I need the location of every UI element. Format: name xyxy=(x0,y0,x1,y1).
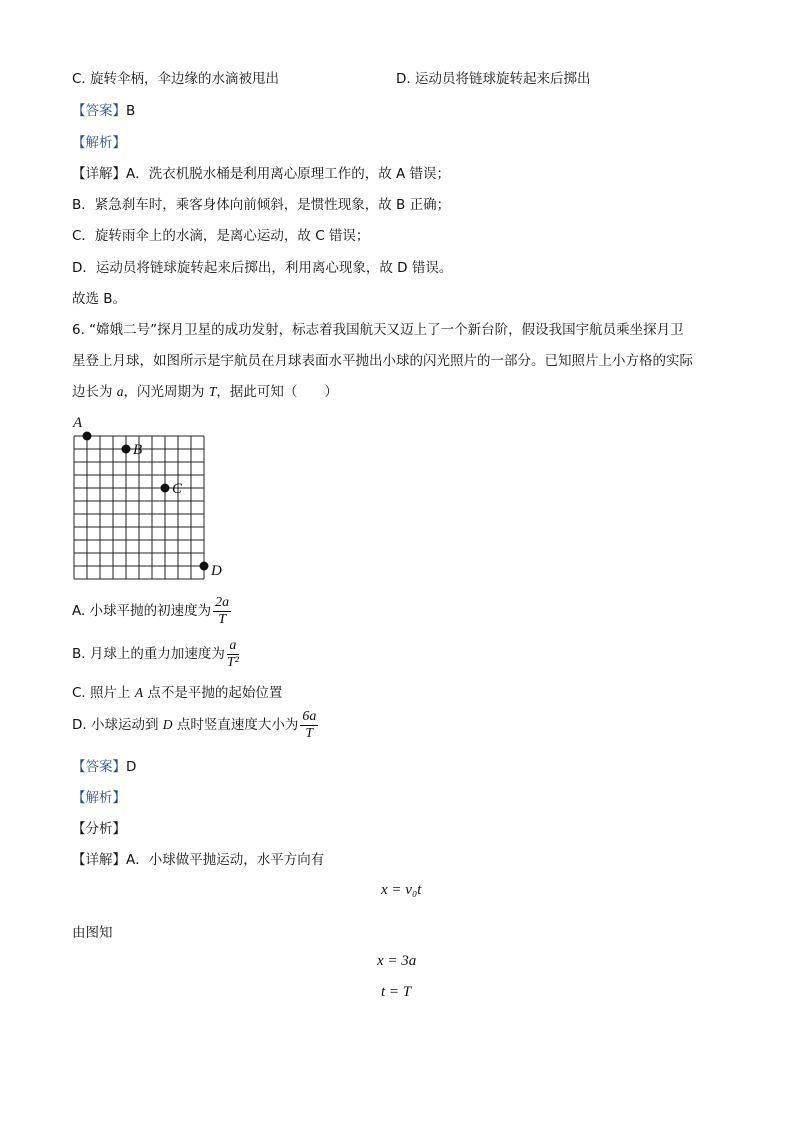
prev-analysis-tag: 【解析】 xyxy=(72,135,126,151)
q6-answer: 【答案】D xyxy=(72,759,137,775)
q6-detail-a: 【详解】A．小球做平抛运动，水平方向有 xyxy=(72,852,325,868)
fraction: $\frac{6a}{T}$ xyxy=(302,708,317,741)
equation-x-3a: x = 3a xyxy=(377,953,417,969)
q6-option-b: B. 月球上的重力加速度为 $\frac{a}{\text{T²}}$ xyxy=(72,637,239,670)
q6-stem-line2: 星登上月球，如图所示是宇航员在月球表面水平抛出小球的闪光照片的一部分。已知照片上小方格的实际 xyxy=(72,353,693,369)
prev-detail-b: B．紧急刹车时，乘客身体向前倾斜，是惯性现象，故 B 正确； xyxy=(72,197,451,213)
from-figure-text: 由图知 xyxy=(72,925,113,941)
q6-stem-line1: 6. “嫦娥二号”探月卫星的成功发射，标志着我国航天又迈上了一个新台阶，假设我国宇航员乘坐探月卫 xyxy=(72,322,684,338)
ball-point-c xyxy=(161,484,170,493)
q6-option-d: D. 小球运动到 D 点时竖直速度大小为 $\frac{6a}{T}$ xyxy=(72,708,317,741)
answer-value: B xyxy=(126,103,136,119)
equation-t-T: t = T xyxy=(381,984,412,1000)
prev-conclusion: 故选 B。 xyxy=(72,291,127,307)
q6-option-c: C. 照片上 A 点不是平抛的起始位置 xyxy=(72,685,283,701)
prev-detail-d: D．运动员将链球旋转起来后掷出，利用离心现象，故 D 错误。 xyxy=(72,260,453,276)
prev-detail-a: 【详解】A．洗衣机脱水桶是利用离心原理工作的，故 A 错误； xyxy=(72,166,451,182)
q6-analysis-tag: 【解析】 xyxy=(72,790,126,806)
equation-x-v0t: x = v₀t xyxy=(381,882,422,898)
q6-option-a: A. 小球平抛的初速度为 $\frac{2a}{T}$ xyxy=(72,594,230,627)
ball-point-a xyxy=(83,432,92,441)
detail-tag: 【详解】 xyxy=(72,166,126,182)
answer-tag: 【答案】 xyxy=(72,103,126,119)
q6-analysis2-tag: 【分析】 xyxy=(72,821,126,837)
ball-positions xyxy=(72,415,222,579)
ball-point-b xyxy=(122,445,131,454)
prev-option-c: C. 旋转伞柄，伞边缘的水滴被甩出 xyxy=(72,71,280,87)
prev-option-d: D. 运动员将链球旋转起来后掷出 xyxy=(396,71,591,87)
prev-detail-c: C．旋转雨伞上的水滴，是离心运动，故 C 错误； xyxy=(72,228,370,244)
fraction: $\frac{2a}{T}$ xyxy=(215,594,230,627)
point-label-c: C xyxy=(172,481,183,497)
point-label-b: B xyxy=(133,442,143,458)
point-label-a: A xyxy=(73,415,83,431)
prev-answer xyxy=(72,99,135,119)
q6-stem-line3: 边长为 a，闪光周期为 T，据此可知（ ） xyxy=(72,384,338,400)
ball-point-d xyxy=(200,562,209,571)
point-label-d: D xyxy=(211,563,222,579)
flash-photo-grid-figure xyxy=(66,410,226,585)
fraction: $\frac{a}{\text{T²}}$ xyxy=(226,637,239,670)
